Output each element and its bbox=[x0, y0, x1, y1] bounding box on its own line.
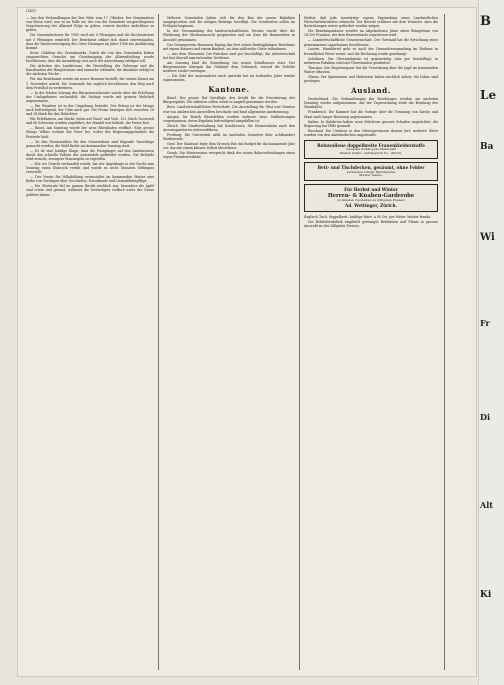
advertisement-garderobe bbox=[304, 184, 438, 211]
article-paragraph: Die Gemeindesteuer für 1905 wird mit 8 Pfennigen und die Kirchensteuer mit 5 Pfennigen ermittelt. Der Bezirksrat erklärt sich damit einverstanden, dass die Wasserversorgung des Ortes Hauingen im Jahre 1906 zur Ausführung kommt. bbox=[26, 33, 154, 50]
article-paragraph: — Zu den Ersatzwahlen für den Gemeinderat sind folgende Vorschläge gemacht worden; die Wahl findet am kommenden Sonntag statt. bbox=[26, 139, 154, 148]
ad-text: in feinsten Neuheiten zu billigsten Preisen bbox=[337, 198, 405, 203]
article-paragraph: — In der letzten Sitzung des Bürgerausschusses wurde über die Erhöhung des Umlagefusses verhandelt; die Vorlage wurde mit grosser Mehrheit angenommen. bbox=[26, 90, 154, 103]
adjacent-page-fragment: B bbox=[480, 14, 491, 29]
newspaper-page bbox=[18, 8, 476, 676]
article-paragraph: — Landwirtschaftliche Genossenschaft. Der Vorstand hat die Errichtung eines gemeinsamen Lagerhauses beschlossen. bbox=[304, 38, 438, 47]
article-paragraph: In der Versammlung des landwirtschaftlichen Vereins wurde über die Förderung der Obstbaumzucht gesprochen und ein Kurs für Baumwärter in Aussicht genommen. bbox=[163, 29, 295, 42]
column-rule bbox=[299, 14, 300, 670]
ad-text: Muster franko. bbox=[359, 173, 383, 178]
advertisement-fabric bbox=[304, 140, 438, 159]
adjacent-page-fragment: Wi bbox=[480, 232, 495, 243]
article-paragraph: — Die Weinlese ist in der Umgebung beendet. Der Ertrag ist der Menge nach befriedigend, der Güte nach gut. Die Preise bewegen sich zwischen 28 und 34 Mark für den Hektoliter. bbox=[26, 103, 154, 117]
article-paragraph: Am Sonntag fand die Einweihung des neuen Schulhauses statt. Der Bürgermeister übergab das Gebäude dem Gebrauch, worauf die Schüler mehrere Lieder vortrugen. bbox=[163, 60, 295, 74]
article-paragraph: Frankreich. Die Kammer hat die Vorlage über die Trennung von Kirche und Staat nach langer Beratung angenommen. bbox=[304, 110, 438, 119]
article-paragraph: — Basel. Am Samstag wurde der neue Rheinhafen eröffnet. Eine grosse Menge Volkes wohnte der Feier bei, wobei der Regierungspräsident die Festrede hielt. bbox=[26, 126, 154, 139]
column-3 bbox=[304, 16, 438, 668]
adjacent-page-fragment: Fr bbox=[480, 318, 490, 328]
ad-headline: Bett- und Tischdecken, gesäumt, ohne Fehler bbox=[317, 165, 425, 171]
article-paragraph: — Aus dem Wiesental. Die Fabriken sind gut beschäftigt; die Arbeiterschaft hat fast überall ausreichenden Verdienst. bbox=[163, 51, 295, 60]
article-paragraph: Der Gesangverein Harmonie beging das Fest seines fünfzigjährigen Bestehens mit einem Konzert und einem Bankett, an dem zahlreiche Gäste teilnahmen. bbox=[163, 42, 295, 51]
ad-text: versende franko jede Meterzahl bbox=[345, 147, 397, 152]
adjacent-page-fragment: Di bbox=[480, 412, 490, 422]
adjacent-page-fragment: Ki bbox=[480, 590, 492, 600]
page-header-mark: (ZKE) bbox=[26, 9, 37, 13]
article-paragraph: Basel. Der grosse Rat bewilligte den Kredit für die Erweiterung des Bürgerspitals. Die Arbeiten sollen sofort in Angriff genommen werden. bbox=[163, 96, 295, 105]
adjacent-page-fragment: Alt bbox=[480, 500, 493, 510]
article-paragraph: Freiburg. Die Universität zählt im laufenden Semester über achthundert Studierende. bbox=[163, 132, 295, 141]
article-paragraph: Mehrere Gemeinden haben sich für den Bau der neuen Bahnlinie ausgesprochen und die nötigen Beiträge bewilligt. Die Vorarbeiten sollen im Frühjahr beginnen. bbox=[163, 16, 295, 29]
column-2 bbox=[163, 16, 295, 668]
article-paragraph: Glarus. Die Spinnereien und Webereien haben reichlich Arbeit; die Löhne sind gestiegen. bbox=[304, 74, 438, 83]
article-paragraph: Aargau. Im Bezirk Rheinfelden wurden mehrere neue Salzbohrungen vorgenommen, deren Ergebnis befriedigend ausgefallen ist. bbox=[163, 114, 295, 123]
article-paragraph: — Wie vor Gericht verhandelt wurde, hat der Angeklagte in der Nacht zum Sonntag einen Einbruch verübt und wurde zu sechs Monaten Gefängnis verurteilt. bbox=[26, 161, 154, 175]
ad-text: versenden billigst Fabrikpreise bbox=[346, 169, 396, 174]
section-heading-ausland: Ausland. bbox=[351, 86, 391, 96]
article-paragraph: — Aus den Verhandlungen der Bez.-Näte vom 17. Oktober. Der Gemeinderat von Wiesa wird, was er im Falle sei, der von der Gemeinde vorgeschlagenen Vergrösserung der Allmend Folge zu geben, vorerst darüber Aufschluss zu geben. bbox=[26, 16, 154, 33]
column-1 bbox=[26, 16, 154, 668]
article-paragraph: Graub. Die Wintersaison verspricht dank der neuen Bahnverbindungen einen regen Fremdenverkehr. bbox=[163, 150, 295, 160]
article-paragraph: Luzern. Wandsbrief geht es nach der Generalversammlung im Rathaus in freundlicher Weise weiter, und die Rechnung wurde genehmigt. bbox=[304, 47, 438, 56]
ad-signature: Ad. Wettinger, Zürich. bbox=[345, 203, 397, 209]
article-paragraph: Wir Erlebnissen, am Markt, teilen auf Gund- und Vieh, 132 Stück Grossvieh und 86 Schweine wurden zugeführt; der Handel war lebhaft, die Preise fest. bbox=[26, 117, 154, 126]
ad-text: Muster franko. Oettinger & Co., Zürich. bbox=[339, 151, 403, 156]
adjacent-page-edge bbox=[478, 0, 504, 685]
article-paragraph: Herbst, daß jede Auswärtige eigene Ergründung eines Landwirtlichen Wirtschaftsbetriebes erheischt. Der Bericht schliesst mit dem Wunsche, dass die Bestrebungen weiter gefördert werden mögen. bbox=[304, 16, 438, 29]
article-paragraph: — Der Verein für Volksbildung veranstaltet im kommenden Winter eine Reihe von Vorträgen über Geschichte, Naturkunde und Gesundheitspflege. bbox=[26, 175, 154, 184]
ad-title: Herren- & Knaben-Garderobe bbox=[327, 192, 415, 199]
column-rule bbox=[444, 14, 445, 670]
article-paragraph: Kreis. Gährbau des Grenzbezirks. Durch die von den Gemeinden Kaken eingereichten Gesuche um Genehmigung der Allmendteilung wurde beschlossen, dass die Auszahlung erst nach der Anrechnung erfolgen soll. bbox=[26, 50, 154, 64]
article-paragraph: Russland. Die Unruhen in den Ostseeprovinzen dauern fort; mehrere Güter wurden von den Aufständischen angezündet. bbox=[304, 128, 438, 137]
article-paragraph: Die Bettfedernfabrik empfiehlt gereinigte Bettfedern und Flaum in grosser Auswahl zu den billigsten Preisen. bbox=[304, 219, 438, 228]
ad-headline: Für Herbst und Winter bbox=[344, 187, 398, 193]
article-paragraph: Thurgau. Der Regierungsrat hat die Verordnung über die Jagd im kommenden Winter erlassen. bbox=[304, 65, 438, 74]
article-paragraph: — Es ist eine häufige Klage, dass die Fussgänger auf den Landstrassen durch das schnelle Fahren der Automobile gefährdet werden. Die Behörde wird ersucht, strengere Massregeln zu ergreifen. bbox=[26, 148, 154, 161]
advertisement-linen bbox=[304, 162, 438, 181]
article-paragraph: Die Bezirkssparkasse erzielte im abgelaufenen Jahre einen Reingewinn von 14,500 Franken, der dem Reservefonds zugewiesen wird. bbox=[304, 29, 438, 38]
article-paragraph: Bern. Landwirtschaftlicher Fortschritt. Die Ausstellung für Obst und Gemüse war von zahlreichen Ausstellern beschickt und fand allgemeine Anerkennung. bbox=[163, 105, 295, 114]
section-heading-kantone: Kantone. bbox=[208, 85, 250, 95]
ad-headline: Reinwollene doppelbreite Frauenkleiderstoffe bbox=[317, 142, 425, 148]
adjacent-page-fragment: Le bbox=[480, 88, 497, 102]
article-paragraph: Deutschland. Die Verhandlungen des Reichstages werden am nächsten Dienstag wieder aufgenommen. Auf der Tagesordnung steht die Beratung des Haushaltes. bbox=[304, 97, 438, 110]
article-paragraph: Genf. Der Staatsrat legte dem Grossen Rat das Budget für das kommende Jahr vor, das mit einem kleinen Defizit abschliesst. bbox=[163, 141, 295, 151]
article-paragraph: Zürich. Die Stadtverwaltung hat beschlossen, die Strassenbahn nach den Aussenquartieren weiterzuführen. bbox=[163, 123, 295, 132]
article-paragraph: — Die Obsternte fiel im ganzen Bezirk reichlich aus; besonders die Äpfel sind schön und gesund, während die Zwetschgen vielfach unter der Nässe gelitten haben. bbox=[26, 184, 154, 197]
article-paragraph: Italien. In Kalabrien haben neue Erdstösse grossen Schaden angerichtet; die Regierung hat Hilfe gesandt. bbox=[304, 119, 438, 128]
column-rule bbox=[158, 14, 159, 670]
article-paragraph: Die Arbeiten der Landstrasse, die Herstellung der Gehwege und die Kanalisation der Hauptstrasse sind nunmehr vollendet; die Abnahme erfolgt in der nächsten Woche. bbox=[26, 64, 154, 77]
article-paragraph: — Die Zahl der Auswanderer nach Amerika hat im laufenden Jahre wieder zugenommen. bbox=[163, 74, 295, 83]
article-paragraph: Für das Bezirksamt wurde ein neuer Beamter bestellt, der seinen Dienst am 1. November antritt. Die Gemeinde hat zugleich beschlossen, den Weg nach dem Friedhof zu verbreitern. bbox=[26, 77, 154, 90]
article-paragraph: Solothurn. Die Uhrenindustrie ist gegenwärtig sehr gut beschäftigt; in mehreren Fabriken wird mit Überstunden gearbeitet. bbox=[304, 56, 438, 65]
adjacent-page-fragment: Ba bbox=[480, 142, 494, 152]
article-paragraph: Englisch Tuch, doppelbreit, kräftige Ware, à 95 Cts. per Meter. Muster franko. bbox=[304, 214, 432, 219]
